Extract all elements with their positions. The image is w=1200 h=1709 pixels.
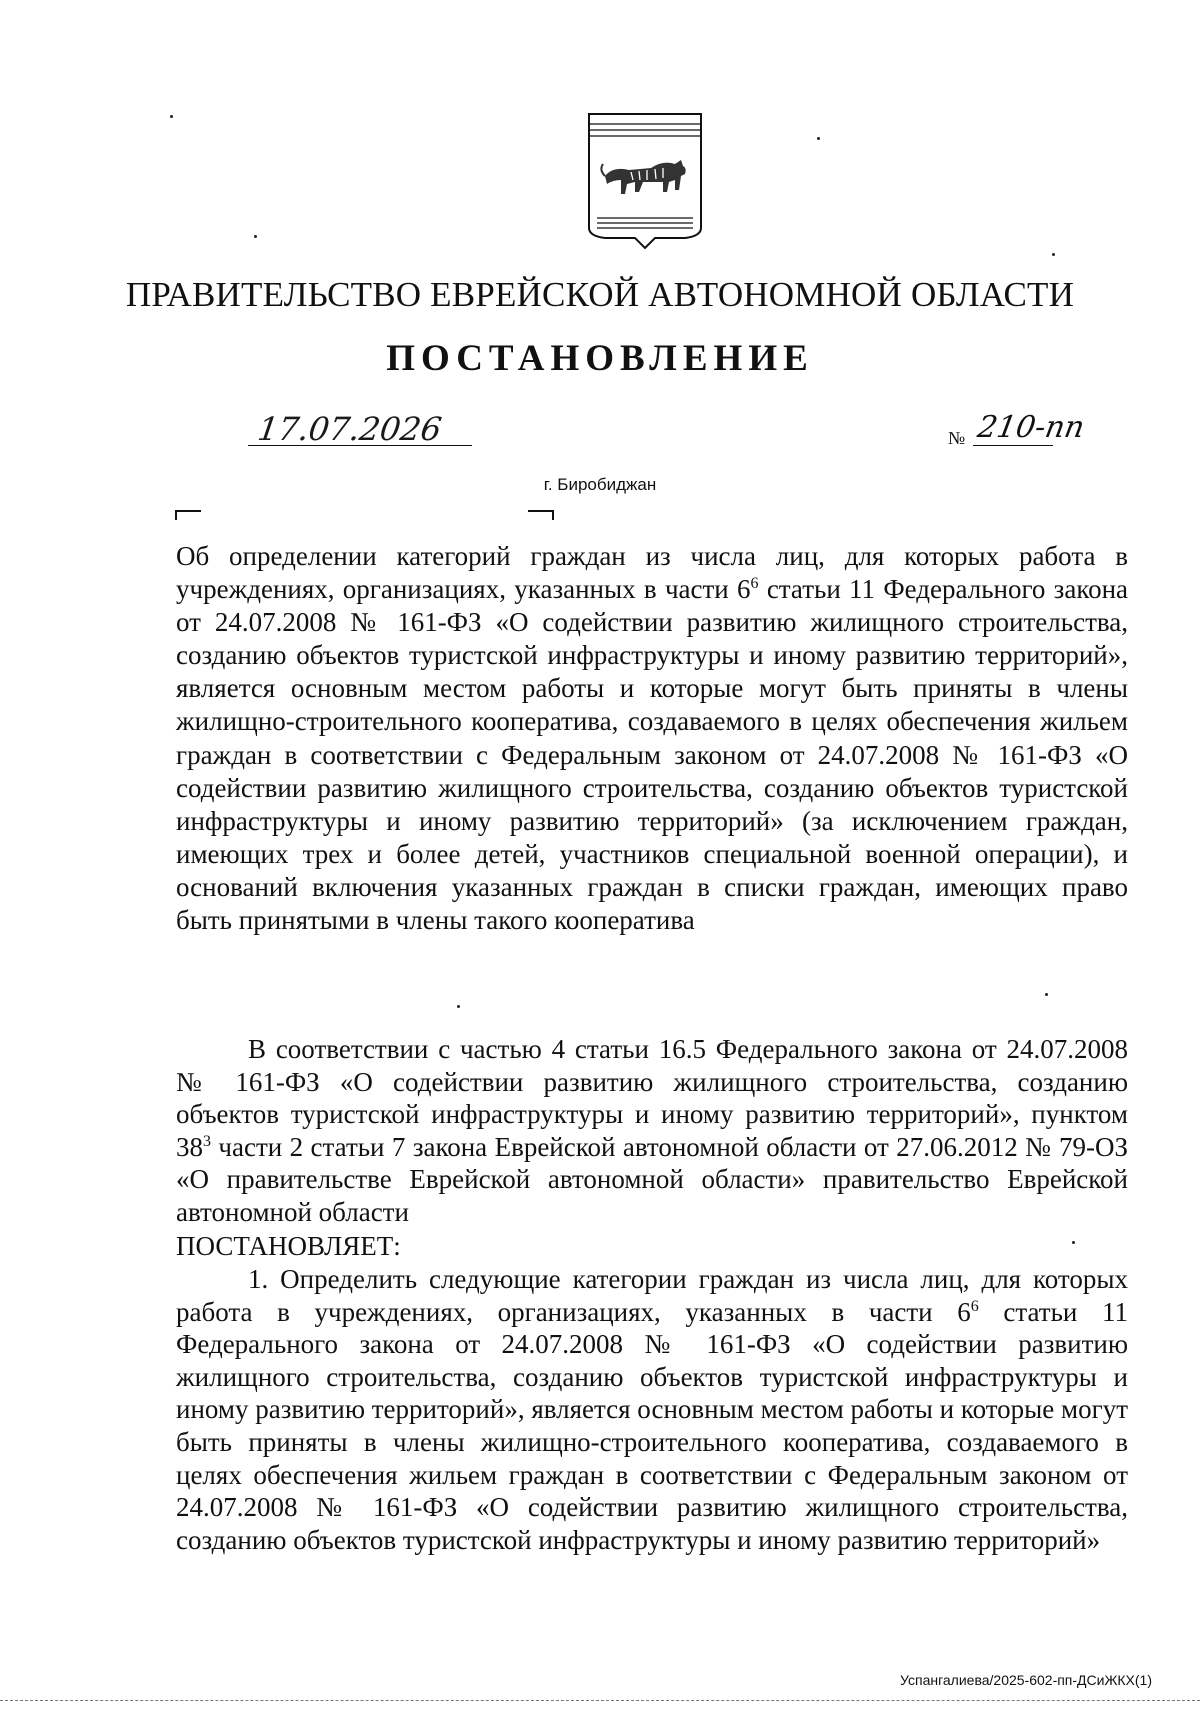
- preamble-paragraph: [176, 1033, 1128, 1228]
- handwritten-date: 17.07.2026: [255, 410, 444, 448]
- scan-speck: [1072, 1241, 1075, 1244]
- point-1-text-part-2: статьи 11 Федерального закона от 24.07.2008 № 161-ФЗ «О содействии развитию жилищного строительства, созданию объектов туристской инфраструктуры и иному развитию территорий», является основным местом работы и которые могут быть приняты в члены жилищно-строительного кооператива, создаваемого в целях обеспечения жильем граждан в соответствии с Федеральным законом от 24.07.2008 № 161-ФЗ «О содействии развитию жилищного строительства, созданию объектов туристской инфраструктуры и иному развитию территорий»: [176, 1296, 1128, 1555]
- scan-edge-line: [0, 1700, 1200, 1701]
- scan-speck: [817, 137, 820, 140]
- date-underline: [248, 445, 472, 446]
- scan-speck: [457, 1005, 460, 1008]
- scan-speck: [254, 235, 257, 238]
- coat-of-arms-emblem: [585, 110, 705, 252]
- point-1-paragraph: [176, 1263, 1128, 1556]
- scan-speck: [1045, 993, 1048, 996]
- preamble-text-part-1: В соответствии с частью 4 статьи 16.5 Федерального закона от 24.07.2008 № 161-ФЗ «О содействии развитию жилищного строительства, созданию объектов туристской инфраструктуры и иному развитию территорий», пунктом 38: [176, 1034, 1128, 1162]
- subject-text-part-1: Об определении категорий граждан из числа лиц, для которых работа в учреждениях, организациях, указанных в части 6: [176, 541, 1128, 605]
- number-underline: [973, 445, 1053, 446]
- point-1-superscript: 6: [970, 1297, 979, 1315]
- document-subject: [176, 540, 1128, 937]
- decree-word: ПОСТАНОВЛЯЕТ:: [176, 1231, 401, 1261]
- handwritten-number: 210-пп: [974, 410, 1088, 445]
- point-1-text-part-1: 1. Определить следующие категории граждан из числа лиц, для которых работа в учреждениях, организациях, указанных в части 6: [176, 1264, 1128, 1327]
- government-title: ПРАВИТЕЛЬСТВО ЕВРЕЙСКОЙ АВТОНОМНОЙ ОБЛАСТИ: [125, 275, 1075, 314]
- footer-file-reference: Успангалиева/2025-602-пп-ДСиЖКХ(1): [900, 1672, 1152, 1688]
- preamble-text-part-2: части 2 статьи 7 закона Еврейской автономной области от 27.06.2012 № 79-ОЗ «О правительстве Еврейской автономной области» правительство Еврейской автономной области: [176, 1131, 1128, 1227]
- preamble-superscript: 3: [203, 1132, 211, 1150]
- city-name: г. Биробиджан: [543, 475, 657, 494]
- subject-text-part-2: статьи 11 Федерального закона от 24.07.2008 № 161-ФЗ «О содействии развитию жилищного строительства, созданию объектов туристской инфраструктуры и иному развитию территорий», является основным местом работы и которые могут быть приняты в члены жилищно-строительного кооператива, создаваемого в целях обеспечения жильем граждан в соответствии с Федеральным законом от 24.07.2008 № 161-ФЗ «О содействии развитию жилищного строительства, созданию объектов туристской инфраструктуры и иному развитию территорий» (за исключением граждан, имеющих трех и более детей, участников специальной военной операции), и оснований включения указанных граждан в списки граждан, имеющих право быть принятыми в члены такого кооператива: [176, 574, 1128, 936]
- subject-superscript: 6: [750, 575, 759, 593]
- number-label: №: [948, 428, 966, 448]
- subject-corner-left: [175, 510, 201, 520]
- subject-corner-right: [528, 510, 554, 520]
- scan-speck: [1052, 253, 1055, 256]
- document-type-title: ПОСТАНОВЛЕНИЕ: [386, 338, 814, 379]
- scan-speck: [170, 115, 173, 118]
